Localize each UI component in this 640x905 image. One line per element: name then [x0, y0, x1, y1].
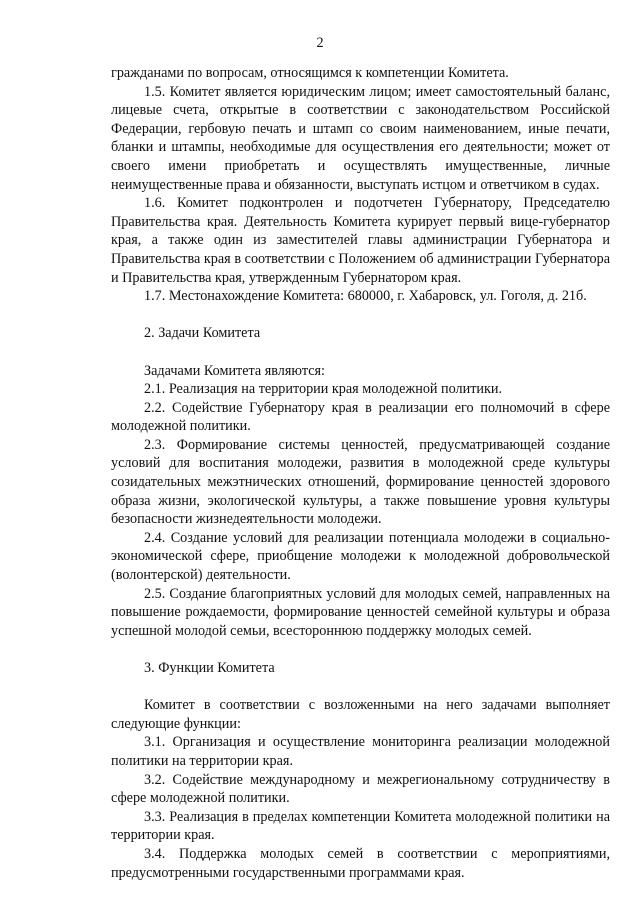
paragraph: 2.5. Создание благоприятных условий для молодых семей, направленных на повышение рождаемости, формирование ценностей семейной культуры и образа успешной молодой семьи, всестороннюю поддержку молодых семей. — [111, 585, 610, 639]
paragraph: 3.3. Реализация в пределах компетенции Комитета молодежной политики на территории края. — [111, 808, 610, 844]
paragraph-spacer — [111, 343, 610, 362]
page-number: 2 — [316, 35, 324, 51]
document-body — [111, 64, 610, 882]
paragraph: гражданами по вопросам, относящимся к компетенции Комитета. — [111, 65, 509, 81]
paragraph: 1.7. Местонахождение Комитета: 680000, г. Хабаровск, ул. Гоголя, д. 21б. — [144, 288, 587, 305]
paragraph: Задачами Комитета являются: — [144, 362, 325, 379]
paragraph-spacer — [111, 640, 610, 659]
paragraph: 3.4. Поддержка молодых семей в соответствии с мероприятиями, предусмотренными государственными программами края. — [111, 845, 610, 881]
section-heading: 2. Задачи Комитета — [144, 325, 261, 342]
paragraph: 2.1. Реализация на территории края молодежной политики. — [144, 381, 503, 398]
paragraph: 1.6. Комитет подконтролен и подотчетен Губернатору, Председателю Правительства края. Деятельность Комитета курирует первый вице-губернатор края, а также один из заместителей главы администрации Губернатора и Правительства края в соответствии с Положением об администрации Губернатора и Правительства края, утвержденным Губернатором края. — [111, 195, 610, 286]
paragraph: 2.3. Формирование системы ценностей, предусматривающей создание условий для воспитания молодежи, развития в молодежной среде культуры созидательных межэтнических отношений, формирование ценностей здорового образа жизни, экологической культуры, а также повышение уровня культуры безопасности жизнедеятельности молодежи. — [111, 436, 610, 528]
paragraph: 1.5. Комитет является юридическим лицом; имеет самостоятельный баланс, лицевые счета, открытые в соответствии с законодательством Российской Федерации, гербовую печать и штамп со своим наименованием, иные печати, бланки и штампы, необходимые для осуществления его деятельности; может от своего имени приобретать и осуществлять имущественные, личные неимущественные права и обязанности, выступать истцом и ответчиком в судах. — [111, 83, 610, 193]
paragraph-spacer — [111, 678, 610, 697]
paragraph: 3.2. Содействие международному и межрегиональному сотрудничеству в сфере молодежной политики. — [111, 771, 610, 807]
section-heading: 3. Функции Комитета — [144, 660, 275, 676]
paragraph: 3.1. Организация и осуществление мониторинга реализации молодежной политики на территории края. — [111, 734, 610, 769]
paragraph: 2.2. Содействие Губернатору края в реализации его полномочий в сфере молодежной политики. — [111, 399, 610, 435]
paragraph-spacer — [111, 306, 610, 325]
paragraph: Комитет в соответствии с возложенными на него задачами выполняет следующие функции: — [111, 697, 610, 732]
paragraph: 2.4. Создание условий для реализации потенциала молодежи в социально-экономической сфере, приобщение молодежи к молодежной добровольческой (волонтерской) деятельности. — [111, 529, 610, 584]
